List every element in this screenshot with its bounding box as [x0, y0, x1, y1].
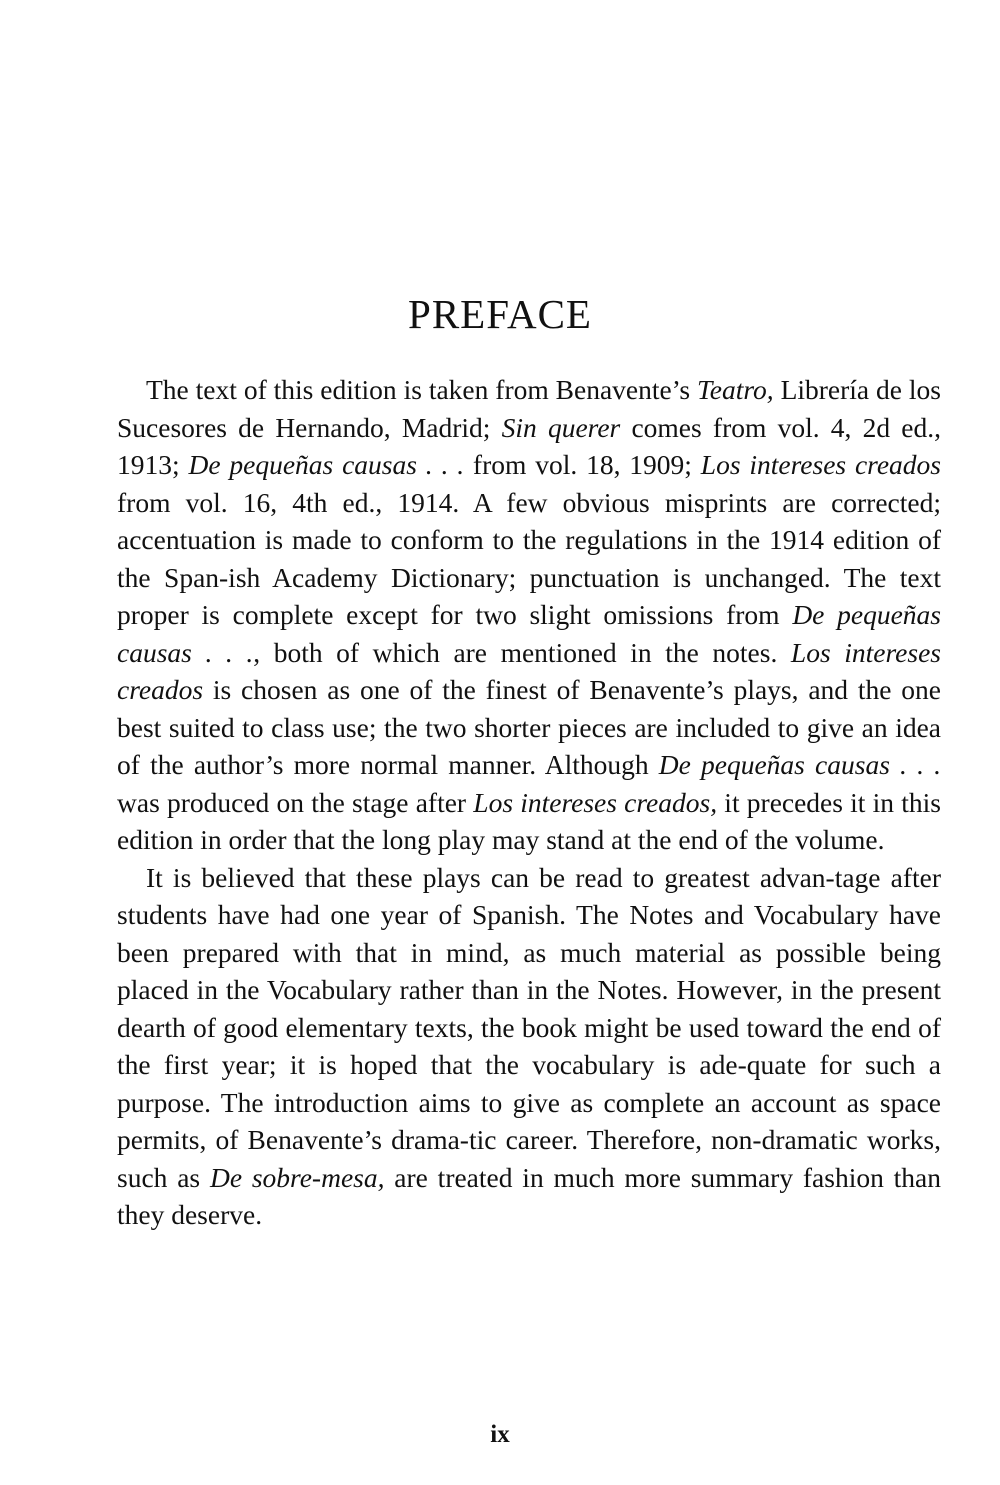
page-title: PREFACE — [408, 291, 592, 337]
paragraph-text: It is believed that these plays can be read to greatest advan-tage after students have had one year of Spanish. The Notes and Vocabulary have been prepared with that in mind, as much material as possible being placed in the Vocabulary rather than in the Notes. However, in the present dearth of good elementary texts, the book might be used toward the end of the first year; it is hoped that the vocabulary is ade-quate for such a purpose. The introduction aims to give as complete an account as space permits, of Benavente’s drama-tic career. Therefore, non-dramatic works, such as — [117, 861, 941, 1193]
paragraph-text: , both of which are mentioned in the notes. — [253, 636, 791, 668]
paragraph-text: The text of this edition is taken from Benavente’s — [146, 374, 697, 405]
italic-title-text: Sin querer — [501, 411, 621, 443]
paragraph-text: Librería de los Sucesores de Hernando, Madrid; — [117, 374, 941, 443]
paragraph-text: from vol. 18, 1909; — [464, 449, 701, 480]
page-number: ix — [490, 1421, 510, 1448]
paragraph-text: from vol. 16, 4th ed., 1914. A few obvious misprints are corrected; accentuation is made to conform to the regulations in the 1914 edition of the Span-ish Academy Dictionary; punctuation is unchanged. The text proper is complete except for two slight omissions from — [117, 486, 941, 630]
paragraph-text: was produced on the stage after — [117, 786, 474, 818]
paragraph-text: it precedes it in this edition in order that the long play may stand at the end of the volume. — [117, 786, 941, 855]
italic-title-text: Los intereses creados, — [473, 786, 718, 818]
paragraph-text: is chosen as one of the finest of Benavente’s plays, and the one best suited to class use; the two shorter pieces are included to give an idea of the author’s more normal manner. Although — [117, 674, 941, 780]
italic-title-text: De pequeñas causas . . . — [188, 449, 465, 480]
italic-title-text: De pequeñas causas . . . — [658, 749, 941, 780]
italic-title-text: Los intereses creados — [117, 636, 941, 705]
paragraph-text: comes from vol. 4, 2d ed., 1913; — [117, 411, 941, 480]
italic-title-text: Los intereses creados — [700, 449, 941, 480]
italic-title-text: De pequeñas causas . . . — [117, 599, 941, 668]
paragraph — [117, 371, 941, 859]
paragraph — [117, 859, 941, 1234]
italic-title-text: De sobre-mesa, — [209, 1161, 385, 1193]
preface-body — [117, 371, 941, 1234]
paragraph-text: are treated in much more summary fashion than they deserve. — [117, 1161, 941, 1230]
italic-title-text: Teatro, — [696, 374, 774, 405]
